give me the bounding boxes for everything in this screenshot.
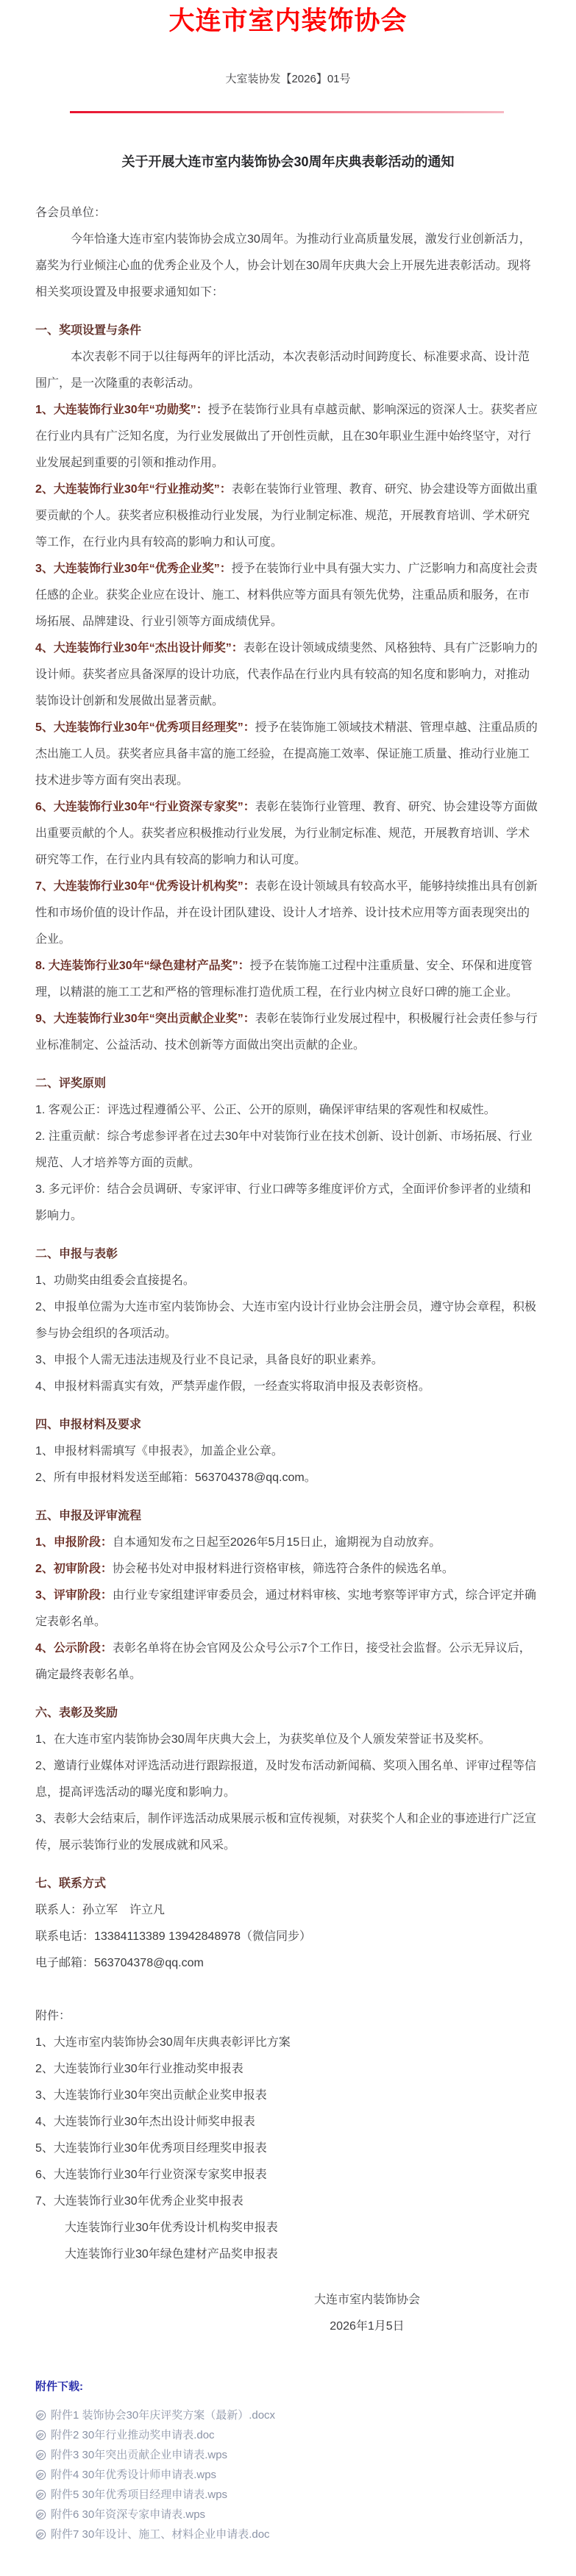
paperclip-icon	[35, 2430, 46, 2441]
signature-block	[314, 2287, 420, 2340]
paragraph-lead: 4、公示阶段：	[35, 1641, 113, 1655]
paragraph: 3、大连装饰行业30年“优秀企业奖”：授予在装饰行业中具有强大实力、广泛影响力和高度社会责任感的企业。获奖企业应在设计、施工、材料供应等方面具有领先优势，注重品质和服务，在市场拓展、品牌建设、行业引领等方面成绩优异。	[35, 562, 538, 628]
attachment-filename: 附件6 30年资深专家申请表.wps	[51, 2508, 206, 2521]
paragraph: 3、表彰大会结束后，制作评选活动成果展示板和宣传视频，对获奖个人和企业的事迹进行广泛宣传，展示装饰行业的发展成就和风采。	[35, 1812, 536, 1852]
paragraph: 1、功勋奖由组委会直接提名。	[35, 1274, 195, 1287]
section-heading: 二、申报与表彰	[35, 1247, 118, 1260]
signature-org: 大连市室内装饰协会	[313, 2293, 420, 2306]
paragraph: 2、大连装饰行业30年“行业推动奖”：表彰在装饰行业管理、教育、研究、协会建设等方面做出重要贡献的个人。获奖者应积极推动行业发展，为行业制定标准、规范，开展教育培训、学术研究等工作，在行业内具有较高的影响力和认可度。	[35, 482, 538, 549]
section-heading: 五、申报及评审流程	[35, 1509, 142, 1522]
attachment-download-section	[35, 2378, 576, 2544]
paperclip-icon	[35, 2489, 46, 2500]
attachment-filename: 附件1 装饰协会30年庆评奖方案（最新）.docx	[51, 2408, 276, 2422]
paragraph: 3. 多元评价：结合会员调研、专家评审、行业口碑等多维度评价方式，全面评价参评者的业绩和影响力。	[35, 1182, 531, 1222]
paragraph: 2、申报单位需为大连市室内装饰协会、大连市室内设计行业协会注册会员，遵守协会章程，积极参与协会组织的各项活动。	[35, 1300, 536, 1340]
attachment-link[interactable]	[35, 2445, 576, 2465]
attachment-link[interactable]	[35, 2485, 576, 2505]
attachment-filename: 附件2 30年行业推动奖申请表.doc	[51, 2428, 215, 2441]
paragraph-lead: 1、申报阶段：	[35, 1535, 113, 1549]
attachment-list	[35, 2405, 576, 2544]
doc-number: 大室装协发【2026】01号	[225, 72, 351, 85]
paperclip-icon	[35, 2509, 46, 2520]
paragraph: 今年恰逢大连市室内装饰协会成立30周年。为推动行业高质量发展，激发行业创新活力，嘉奖为行业倾注心血的优秀企业及个人，协会计划在30周年庆典大会上开展先进表彰活动。现将相关奖项设置及申报要求通知如下：	[35, 232, 531, 299]
section-heading: 一、奖项设置与条件	[35, 324, 142, 337]
paragraph-lead: 8. 大连装饰行业30年“绿色建材产品奖”：	[35, 959, 250, 972]
paragraph-lead: 6、大连装饰行业30年“行业资深专家奖”：	[35, 800, 255, 813]
attachment-filename: 附件5 30年优秀项目经理申请表.wps	[51, 2488, 228, 2501]
paragraph: 7、大连装饰行业30年优秀企业奖申报表	[35, 2194, 243, 2208]
section-heading: 六、表彰及奖励	[35, 1706, 118, 1719]
paragraph: 各会员单位：	[35, 206, 107, 219]
section-heading: 二、评奖原则	[35, 1077, 107, 1090]
paragraph-lead: 2、初审阶段：	[35, 1562, 113, 1575]
attachment-link[interactable]	[35, 2405, 576, 2425]
section-heading: 四、申报材料及要求	[35, 1418, 142, 1431]
paragraph: 4、公示阶段：表彰名单将在协会官网及公众号公示7个工作日，接受社会监督。公示无异议后，确定最终表彰名单。	[35, 1641, 531, 1681]
paragraph: 电子邮箱：563704378@qq.com	[35, 1956, 204, 1969]
paragraph: 6、大连装饰行业30年行业资深专家奖申报表	[35, 2168, 267, 2181]
paragraph: 4、大连装饰行业30年杰出设计师奖申报表	[35, 2115, 255, 2128]
attachment-filename: 附件7 30年设计、施工、材料企业申请表.doc	[51, 2527, 270, 2541]
paragraph: 8. 大连装饰行业30年“绿色建材产品奖”：授予在装饰施工过程中注重质量、安全、环保和进度管理，以精湛的施工工艺和严格的管理标准打造优质工程，在行业内树立良好口碑的施工企业。	[35, 959, 533, 999]
paragraph: 1、大连市室内装饰协会30周年庆典表彰评比方案	[35, 2036, 291, 2049]
paragraph: 9、大连装饰行业30年“突出贡献企业奖”：表彰在装饰行业发展过程中，积极履行社会责任参与行业标准制定、公益活动、技术创新等方面做出突出贡献的企业。	[35, 1012, 538, 1052]
paragraph: 3、申报个人需无违法违规及行业不良记录，具备良好的职业素养。	[35, 1353, 383, 1366]
paragraph: 7、大连装饰行业30年“优秀设计机构奖”：表彰在设计领域具有较高水平，能够持续推出具有创新性和市场价值的设计作品，并在设计团队建设、设计人才培养、设计技术应用等方面表现突出的企业。	[35, 880, 538, 946]
notice-title: 关于开展大连市室内装饰协会30周年庆典表彰活动的通知	[121, 154, 455, 169]
attachment-filename: 附件4 30年优秀设计师申请表.wps	[51, 2468, 217, 2481]
paragraph: 1. 客观公正：评选过程遵循公平、公正、公开的原则，确保评审结果的客观性和权威性。	[35, 1103, 496, 1116]
paragraph: 5、大连装饰行业30年“优秀项目经理奖”：授予在装饰施工领域技术精湛、管理卓越、注重品质的杰出施工人员。获奖者应具备丰富的施工经验，在提高施工效率、保证施工质量、推动行业施工技术进步等方面有突出表现。	[35, 721, 538, 787]
attachment-link[interactable]	[35, 2525, 576, 2544]
paragraph: 5、大连装饰行业30年优秀项目经理奖申报表	[35, 2141, 267, 2155]
paragraph: 2、所有申报材料发送至邮箱：563704378@qq.com。	[35, 1471, 316, 1484]
paragraph-lead: 3、大连装饰行业30年“优秀企业奖”：	[35, 562, 232, 575]
paragraph: 1、大连装饰行业30年“功勋奖”：授予在装饰行业具有卓越贡献、影响深远的资深人士。获奖者应在行业内具有广泛知名度，为行业发展做出了开创性贡献，且在30年职业生涯中始终坚守，对行业发展起到重要的引领和推动作用。	[35, 403, 538, 469]
paperclip-icon	[35, 2529, 46, 2540]
paragraph: 1、申报阶段：自本通知发布之日起至2026年5月15日止，逾期视为自动放弃。	[35, 1535, 441, 1549]
red-divider-line	[70, 111, 504, 113]
paragraph: 2. 注重贡献：综合考虑参评者在过去30年中对装饰行业在技术创新、设计创新、市场拓展、行业规范、人才培养等方面的贡献。	[35, 1130, 533, 1169]
paragraph: 联系电话：13384113389 13942848978（微信同步）	[35, 1930, 312, 1943]
attachment-link[interactable]	[35, 2425, 576, 2445]
attachment-download-label: 附件下载:	[35, 2380, 83, 2393]
paragraph: 2、邀请行业媒体对评选活动进行跟踪报道，及时发布活动新闻稿、奖项入围名单、评审过程等信息，提高评选活动的曝光度和影响力。	[35, 1759, 536, 1799]
paragraph-lead: 5、大连装饰行业30年“优秀项目经理奖”：	[35, 721, 255, 734]
paragraph: 6、大连装饰行业30年“行业资深专家奖”：表彰在装饰行业管理、教育、研究、协会建设等方面做出重要贡献的个人。获奖者应积极推动行业发展，为行业制定标准、规范，开展教育培训、学术研究等工作，在行业内具有较高的影响力和认可度。	[35, 800, 538, 866]
paragraph: 大连装饰行业30年绿色建材产品奖申报表	[65, 2247, 278, 2261]
attachment-filename: 附件3 30年突出贡献企业申请表.wps	[51, 2448, 228, 2461]
paragraph: 3、评审阶段：由行业专家组建评审委员会，通过材料审核、实地考察等评审方式，综合评定并确定表彰名单。	[35, 1588, 536, 1628]
paperclip-icon	[35, 2450, 46, 2461]
attachment-link[interactable]	[35, 2465, 576, 2485]
paragraph: 附件：	[35, 2009, 71, 2022]
attachment-link[interactable]	[35, 2505, 576, 2525]
paragraph-lead: 1、大连装饰行业30年“功勋奖”：	[35, 403, 208, 416]
org-title: 大连市室内装饰协会	[168, 7, 408, 35]
paragraph-lead: 3、评审阶段：	[35, 1588, 113, 1602]
paragraph-lead: 7、大连装饰行业30年“优秀设计机构奖”：	[35, 880, 255, 893]
paragraph: 2、初审阶段：协会秘书处对申报材料进行资格审核，筛选符合条件的候选名单。	[35, 1562, 454, 1575]
paragraph-lead: 2、大连装饰行业30年“行业推动奖”：	[35, 482, 232, 496]
paperclip-icon	[35, 2469, 46, 2480]
paragraph: 1、在大连市室内装饰协会30周年庆典大会上，为获奖单位及个人颁发荣誉证书及奖杯。	[35, 1733, 491, 1746]
paragraph: 大连装饰行业30年优秀设计机构奖申报表	[65, 2221, 278, 2234]
paragraph: 2、大连装饰行业30年行业推动奖申报表	[35, 2062, 243, 2075]
paragraph: 联系人：孙立军 许立凡	[35, 1903, 166, 1916]
paperclip-icon	[35, 2410, 46, 2421]
signature-date: 2026年1月5日	[330, 2319, 405, 2333]
section-heading: 七、联系方式	[35, 1877, 107, 1890]
paragraph: 4、申报材料需真实有效，严禁弄虚作假，一经查实将取消申报及表彰资格。	[35, 1380, 430, 1393]
paragraph: 本次表彰不同于以往每两年的评比活动，本次表彰活动时间跨度长、标准要求高、设计范围广，是一次隆重的表彰活动。	[35, 350, 530, 390]
paragraph-lead: 4、大连装饰行业30年“杰出设计师奖”：	[35, 641, 243, 654]
paragraph-lead: 9、大连装饰行业30年“突出贡献企业奖”：	[35, 1012, 255, 1025]
paragraph: 1、申报材料需填写《申报表》，加盖企业公章。	[35, 1444, 283, 1458]
paragraph: 3、大连装饰行业30年突出贡献企业奖申报表	[35, 2088, 267, 2102]
paragraph: 4、大连装饰行业30年“杰出设计师奖”：表彰在设计领域成绩斐然、风格独特、具有广泛影响力的设计师。获奖者应具备深厚的设计功底，代表作品在行业内具有较高的知名度和影响力，对推动装饰设计创新和发展做出显著贡献。	[35, 641, 538, 707]
notice-body	[35, 200, 541, 2268]
